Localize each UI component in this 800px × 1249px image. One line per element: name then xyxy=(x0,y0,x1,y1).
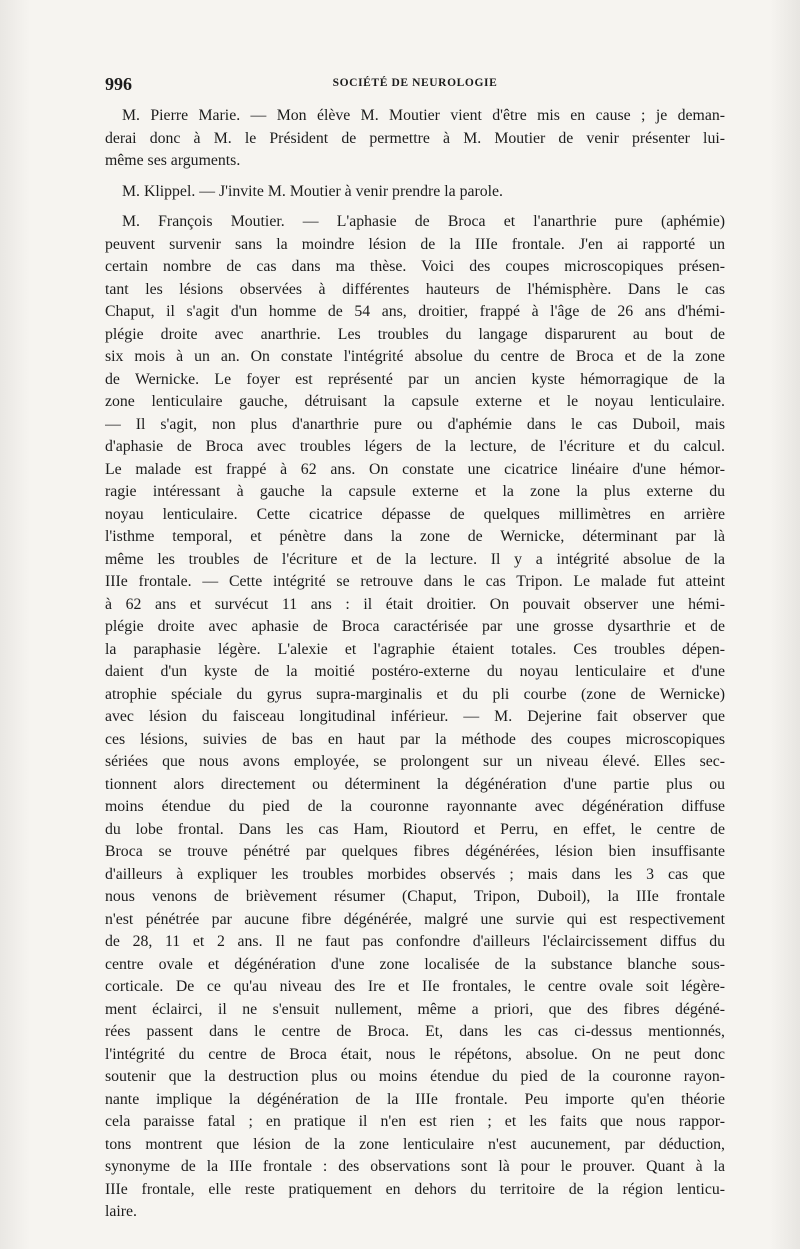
text-line: IIIe frontale. — Cette intégrité se retrouve dans le cas Tripon. Le malade fut atteint xyxy=(105,573,725,590)
text-line: derai donc à M. le Président de permettre à M. Moutier de venir présenter lui- xyxy=(105,129,725,147)
text-line: nous venons de brièvement résumer (Chaput, Tripon, Duboil), la IIIe frontale xyxy=(105,888,725,905)
text-line: de 28, 11 et 2 ans. Il ne faut pas confondre d'ailleurs l'éclaircissement diffus du xyxy=(105,933,725,950)
text-line: — Il s'agit, non plus d'anarthrie pure ou d'aphémie dans le cas Duboil, mais xyxy=(105,415,725,433)
text-line: Chaput, il s'agit d'un homme de 54 ans, droitier, frappé à l'âge de 26 ans d'hémi- xyxy=(105,303,725,320)
text-line: même ses arguments. xyxy=(105,152,241,169)
text-line: Le malade est frappé à 62 ans. On constate une cicatrice linéaire d'une hémor- xyxy=(105,460,725,478)
text-line: plégie droite avec anarthrie. Les troubles du langage disparurent au bout de xyxy=(105,325,725,343)
text-line: Broca se trouve pénétré par quelques fibres dégénérées, lésion bien insuffisante xyxy=(105,843,725,860)
text-line: ment éclairci, il ne s'ensuit nullement, même a priori, que des fibres dégéné- xyxy=(105,1000,725,1018)
text-line: daient d'un kyste de la moitié postéro-externe du noyau lenticulaire et d'une xyxy=(105,663,725,680)
body-text xyxy=(105,105,725,1232)
text-line: même les troubles de l'écriture et de la lecture. Il y a intégrité absolue de la xyxy=(105,550,725,568)
text-line: rées passent dans le centre de Broca. Et, dans les cas ci-dessus mentionnés, xyxy=(105,1023,725,1040)
text-line: sériées que nous avons employée, se prolongent sur un niveau élevé. Elles sec- xyxy=(105,753,725,770)
paragraph xyxy=(105,181,725,204)
text-line: du lobe frontal. Dans les cas Ham, Rioutord et Perru, en effet, le centre de xyxy=(105,820,725,838)
text-line: à 62 ans et survécut 11 ans : il était droitier. On pouvait observer une hémi- xyxy=(105,595,725,613)
text-line: plégie droite avec aphasie de Broca caractérisée par une grosse dysarthrie et de xyxy=(105,618,725,635)
text-line: M. François Moutier. — L'aphasie de Broca et l'anarthrie pure (aphémie) xyxy=(122,213,725,230)
text-line: M. Pierre Marie. — Mon élève M. Moutier vient d'être mis en cause ; je deman- xyxy=(122,107,725,124)
text-line: tionnent alors directement ou déterminent la dégénération d'une partie plus ou xyxy=(105,775,725,793)
text-line: ragie intéressant à gauche la capsule externe et la zone la plus externe du xyxy=(105,483,725,500)
text-line: noyau lenticulaire. Cette cicatrice dépasse de quelques millimètres en arrière xyxy=(105,505,725,523)
text-line: IIIe frontale, elle reste pratiquement en dehors du territoire de la région lenticu- xyxy=(105,1180,725,1198)
text-line: synonyme de la IIIe frontale : des observations sont là pour le prouver. Quant à la xyxy=(105,1158,725,1175)
text-line: peuvent survenir sans la moindre lésion de la IIIe frontale. J'en ai rapporté un xyxy=(105,235,725,253)
text-line: certain nombre de cas dans ma thèse. Voici des coupes microscopiques présen- xyxy=(105,258,725,275)
text-line: n'est pénétrée par aucune fibre dégénérée, malgré une survie qui est respectivement xyxy=(105,910,725,928)
text-line: zone lenticulaire gauche, détruisant la capsule externe et le noyau lenticulaire. xyxy=(105,393,725,410)
text-line: l'intégrité du centre de Broca était, nous le répétons, absolue. On ne peut donc xyxy=(105,1045,725,1063)
paragraph xyxy=(105,105,725,173)
text-line: d'ailleurs à expliquer les troubles morbides observés ; mais dans les 3 cas que xyxy=(105,865,725,883)
text-line: M. Klippel. — J'invite M. Moutier à venir prendre la parole. xyxy=(122,182,503,200)
text-line: d'aphasie de Broca avec troubles légers de la lecture, de l'écriture et du calcul. xyxy=(105,438,725,455)
text-line: tant les lésions observées à différentes hauteurs de l'hémisphère. Dans le cas xyxy=(105,280,725,298)
page-header xyxy=(105,74,725,94)
text-line: ces lésions, suivies de bas en haut par la méthode des coupes microscopiques xyxy=(105,730,725,748)
text-line: cela paraisse fatal ; en pratique il n'en est rien ; et les faits que nous rappor- xyxy=(105,1113,725,1130)
text-line: centre ovale et dégénération d'une zone localisée de la substance blanche sous- xyxy=(105,955,725,973)
text-line: laire. xyxy=(105,1203,138,1220)
paragraph xyxy=(105,211,725,1224)
text-line: moins étendue du pied de la couronne rayonnante avec dégénération diffuse xyxy=(105,798,725,815)
text-line: la paraphasie légère. L'alexie et l'agraphie étaient totales. Ces troubles dépen- xyxy=(105,640,725,658)
text-line: avec lésion du faisceau longitudinal inférieur. — M. Dejerine fait observer que xyxy=(105,708,725,725)
text-line: corticale. De ce qu'au niveau des Ire et IIe frontales, le centre ovale soit légère- xyxy=(105,978,725,995)
text-line: de Wernicke. Le foyer est représenté par un ancien kyste hémorragique de la xyxy=(105,370,725,388)
text-line: six mois à un an. On constate l'intégrité absolue du centre de Broca et de la zone xyxy=(105,348,725,365)
running-head: SOCIÉTÉ DE NEUROLOGIE xyxy=(332,77,498,89)
text-line: atrophie spéciale du gyrus supra-marginalis et du pli courbe (zone de Wernicke) xyxy=(105,685,725,703)
text-line: l'isthme temporal, et pénètre dans la zone de Wernicke, déterminant par là xyxy=(105,528,725,545)
text-line: tons montrent que lésion de la zone lenticulaire n'est aucunement, par déduction, xyxy=(105,1135,725,1153)
page-number: 996 xyxy=(105,74,132,94)
text-line: soutenir que la destruction plus ou moins étendue du pied de la couronne rayon- xyxy=(105,1068,725,1085)
text-line: nante implique la dégénération de la IIIe frontale. Peu importe qu'en théorie xyxy=(105,1090,725,1108)
